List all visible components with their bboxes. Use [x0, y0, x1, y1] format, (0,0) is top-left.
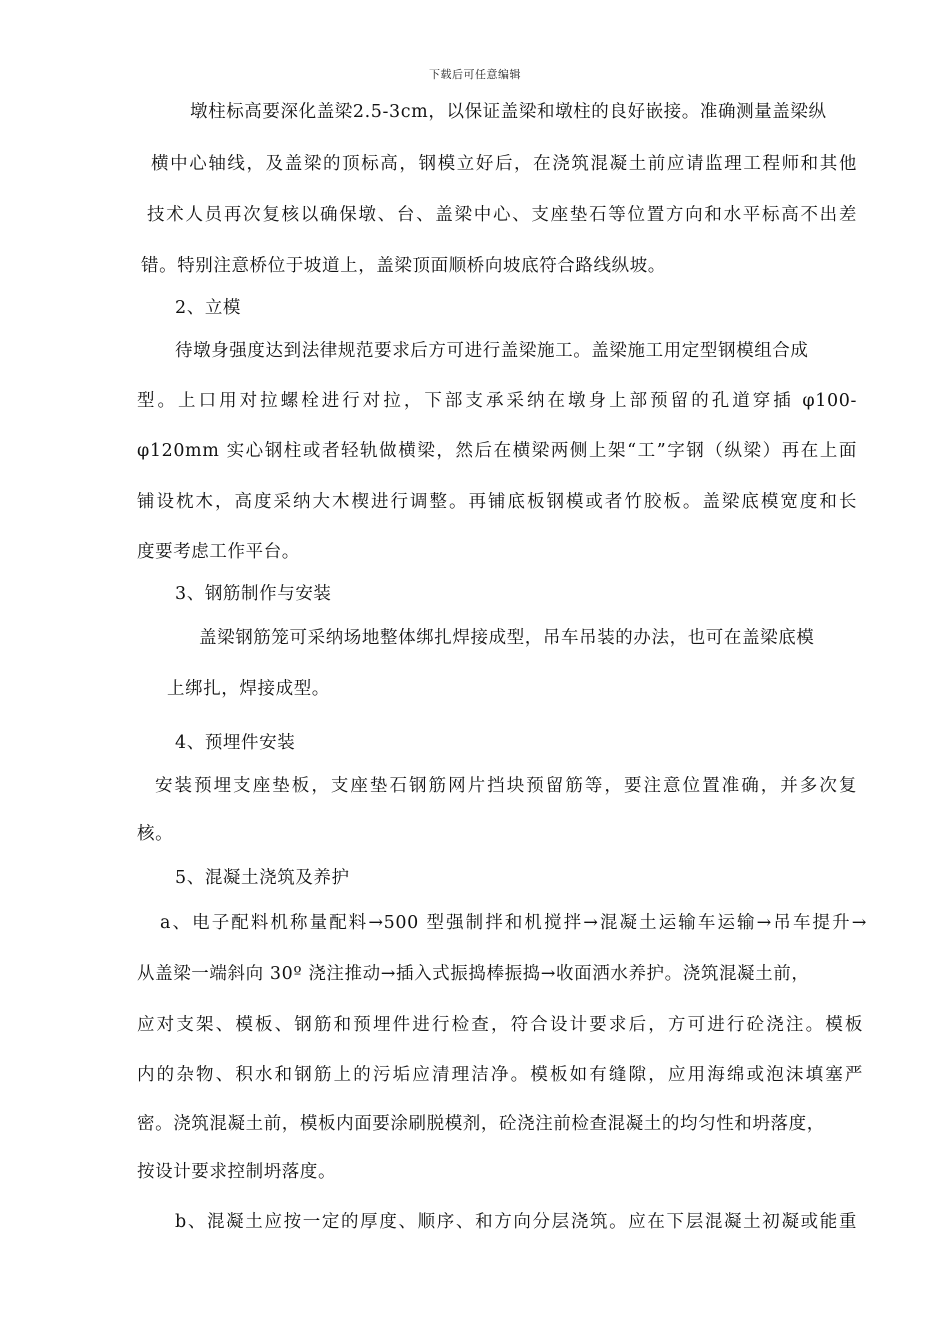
- paragraph-line: 从盖梁一端斜向 30º 浇注推动→插入式振捣棒振捣→收面洒水养护。浇筑混凝土前，: [137, 964, 810, 984]
- paragraph-line: b、混凝土应按一定的厚度、顺序、和方向分层浇筑。应在下层混凝土初凝或能重: [175, 1212, 857, 1232]
- paragraph-line: φ120mm 实心钢柱或者轻轨做横梁，然后在横梁两侧上架“工”字钢（纵梁）再在上面: [137, 441, 857, 461]
- paragraph-line: 铺设枕木，高度采纳大木楔进行调整。再铺底板钢模或者竹胶板。盖梁底模宽度和长: [137, 492, 857, 512]
- paragraph-line: 横中心轴线，及盖梁的顶标高，钢模立好后，在浇筑混凝土前应请监理工程师和其他: [151, 154, 857, 174]
- paragraph-line: 上绑扎，焊接成型。: [167, 679, 330, 699]
- section-heading: 5、混凝土浇筑及养护: [175, 868, 350, 888]
- paragraph-line: 盖梁钢筋笼可采纳场地整体绑扎焊接成型，吊车吊装的办法，也可在盖梁底模: [199, 628, 815, 648]
- paragraph-line: 按设计要求控制坍落度。: [137, 1162, 337, 1182]
- section-heading: 2、立模: [175, 298, 242, 318]
- paragraph-line: 内的杂物、积水和钢筋上的污垢应清理洁净。模板如有缝隙，应用海绵或泡沫填塞严: [137, 1065, 863, 1085]
- paragraph-line: 待墩身强度达到法律规范要求后方可进行盖梁施工。盖梁施工用定型钢模组合成: [175, 341, 809, 361]
- paragraph-line: 墩柱标高要深化盖梁2.5-3cm，以保证盖梁和墩柱的良好嵌接。准确测量盖梁纵: [190, 102, 827, 122]
- paragraph-line: 密。浇筑混凝土前，模板内面要涂刷脱模剂，砼浇注前检查混凝土的均匀性和坍落度，: [137, 1114, 825, 1134]
- page-header: 下载后可任意编辑: [429, 68, 521, 81]
- section-heading: 3、钢筋制作与安装: [175, 584, 332, 604]
- paragraph-line: 应对支架、模板、钢筋和预埋件进行检查，符合设计要求后，方可进行砼浇注。模板: [137, 1015, 863, 1035]
- paragraph-line: 错。特别注意桥位于坡道上，盖梁顶面顺桥向坡底符合路线纵坡。: [141, 256, 666, 276]
- paragraph-line: 核。: [137, 824, 174, 844]
- section-heading: 4、预埋件安装: [175, 733, 296, 753]
- paragraph-line: 型。上口用对拉螺栓进行对拉，下部支承采纳在墩身上部预留的孔道穿插 φ100-: [137, 391, 857, 411]
- paragraph-line: a、电子配料机称量配料→500 型强制拌和机搅拌→混凝土运输车运输→吊车提升→: [160, 913, 867, 933]
- paragraph-line: 技术人员再次复核以确保墩、台、盖梁中心、支座垫石等位置方向和水平标高不出差: [147, 205, 857, 225]
- paragraph-line: 度要考虑工作平台。: [137, 542, 300, 562]
- paragraph-line: 安装预埋支座垫板，支座垫石钢筋网片挡块预留筋等，要注意位置准确，并多次复: [155, 776, 857, 796]
